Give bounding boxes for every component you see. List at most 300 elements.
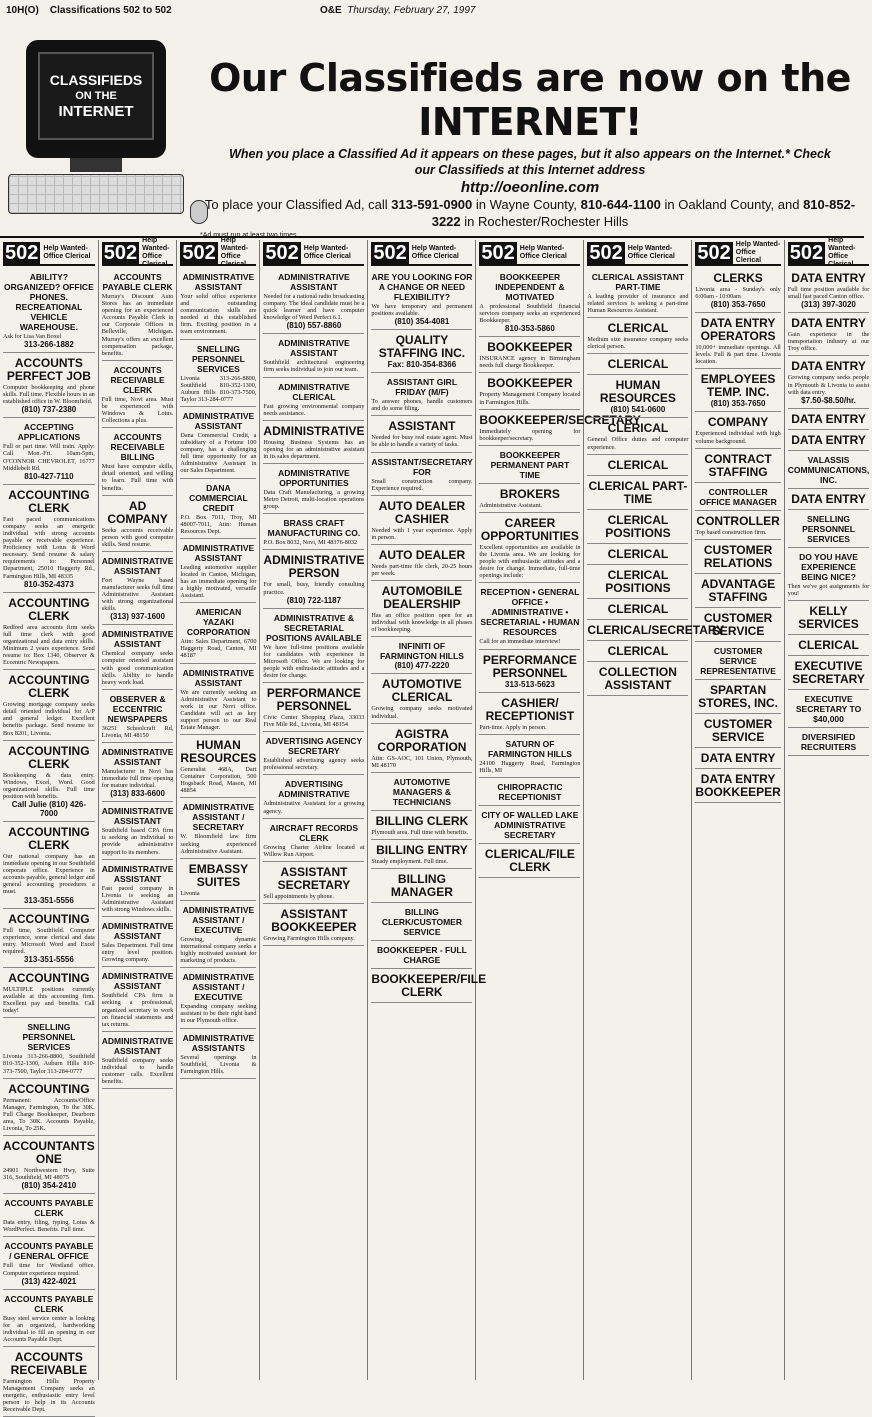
ad-title: ADMINISTRATIVE ASSISTANT: [278, 272, 350, 292]
ad-body: Your solid office experience and outstanding communication skills are needed at this established firm. Exciting position in a team environment.: [180, 293, 257, 336]
classified-ad: [479, 585, 580, 649]
ad-body: Excellent opportunities are available in the Livonia area. We are looking for people with enthusiastic attitudes and a desire for change. Immediate, full-time openings include:: [479, 543, 581, 580]
ad-body: Property Management Company located in Farmington Hills.: [479, 391, 581, 406]
classified-ad: [587, 622, 725, 641]
ad-body: Southfield CPA firm is seeking a professional, organized secretary to work on financial statements and tax returns.: [101, 992, 174, 1028]
ad-title: ADMINISTRATIVE ASSISTANT: [101, 555, 174, 576]
classified-ad: [263, 685, 364, 732]
ad-title: ASSISTANT: [388, 419, 456, 434]
ad-title: ADMINISTRATIVE: [263, 423, 365, 438]
classified-ad: [263, 516, 364, 550]
classified-ad: [788, 491, 870, 510]
ad-title: BILLING CLERK: [375, 813, 469, 828]
ad-body: Administrative Assistant for a growing agency.: [263, 800, 365, 815]
ad-body: 10,000+ immediate openings. All levels. Full & part time. Livonia location.: [695, 344, 781, 366]
ad-body: General Office duties and computer experience.: [587, 436, 689, 451]
ad-title: BOOKKEEPER/FILE CLERK: [371, 971, 487, 999]
classified-ad: [3, 970, 95, 1018]
phone-oakland: 810-644-1100: [580, 197, 661, 212]
ad-title: CAREER OPPORTUNITIES: [480, 515, 579, 543]
classified-ad: [371, 871, 472, 903]
classified-ad: [587, 546, 688, 565]
ad-phone: Call Julie (810) 426-7000: [11, 800, 87, 818]
ad-title: ADMINISTRATIVE ASSISTANT / EXECUTIVE: [182, 904, 255, 935]
ad-body: 24100 Haggerty Road, Farmington Hills, MI: [479, 759, 581, 774]
ad-phone: (810) 722-1187: [286, 595, 342, 605]
ad-title: ACCOUNTING: [8, 1081, 90, 1096]
ad-phone: (810) 477-2220: [394, 661, 450, 671]
classified-ad: [788, 550, 870, 601]
ad-title: COMPANY: [707, 415, 769, 430]
ad-title: CLERICAL: [607, 457, 669, 472]
ad-title: ACCOUNTS RECEIVABLE CLERK: [110, 364, 165, 395]
ad-body: Established advertising agency seeks professional secretary.: [263, 757, 365, 772]
ad-title: DIVERSIFIED RECRUITERS: [800, 731, 857, 752]
ad-title: ADMINISTRATIVE CLERICAL: [278, 381, 350, 402]
ad-body: Full time for Westland office. Computer experience required.: [3, 1262, 95, 1277]
ad-title: DATA ENTRY: [791, 432, 866, 447]
ad-title: ACCOUNTING CLERK: [8, 673, 90, 701]
column-header: [180, 237, 256, 268]
ad-body: Generalist 468A, Dart Container Corporation, 500 Hogsback Road, Mason, MI 48854: [180, 766, 257, 795]
ad-title: ADMINISTRATIVE ASSISTANT: [101, 806, 174, 827]
ad-body: Bookkeeping & data entry. Windows, Excel, Word. Good organizational skills. Full time position with benefits.: [3, 771, 95, 800]
ad-title: SNELLING PERSONNEL SERVICES: [802, 513, 855, 544]
ad-title: CLERKS: [713, 271, 763, 285]
phone-wayne: 313-591-0900: [391, 197, 473, 212]
ad-body: Several openings in Southfield, Livonia & Farmington Hills.: [180, 1053, 257, 1075]
ad-title: ADMINISTRATIVE ASSISTANT: [182, 272, 255, 292]
classified-ad: [180, 666, 256, 736]
ad-title: BOOKKEEPER/SECRETARY: [479, 412, 641, 427]
ad-body: Our national company has an immediate opening in our Southfield corporate office. Experience in accounts payable, general ledger and general accounting procedures a must.: [3, 853, 95, 896]
classification-label: Help Wanted- Office Clerical: [627, 245, 675, 260]
ad-body: Growing company seeks motivated individual.: [371, 705, 473, 720]
ad-body: Growing Charter Airline located at Willow Run Airport.: [263, 843, 365, 858]
screen-line-2: ON THE: [75, 90, 117, 102]
classified-ad: [695, 542, 780, 574]
ad-body: Southfield company seeks individual to handle customer calls. Excellent benefits.: [101, 1056, 174, 1086]
ad-phone: (313) 833-6600: [110, 789, 165, 799]
banner-footnote: *Ad must run at least two times: [200, 232, 297, 239]
ad-title: CLERICAL/SECRETARY: [587, 622, 725, 637]
ad-body: Fort Wayne based manufacturer seeks full time Administrative Assistant with strong organizational skills.: [101, 576, 174, 613]
classified-ad: [371, 676, 472, 723]
ad-title: AUTOMOTIVE CLERICAL: [382, 677, 462, 705]
classified-ad: [695, 644, 780, 680]
ad-title: PERFORMANCE PERSONNEL: [482, 652, 577, 680]
classified-ad: [371, 375, 472, 416]
classified-ad: [3, 1138, 95, 1194]
ad-title: ADMINISTRATIVE ASSISTANT: [101, 747, 174, 767]
classified-column: [0, 240, 99, 1414]
ad-title: CONTRACT STAFFING: [704, 451, 772, 479]
ad-body: We are currently seeking an Administrative Assistant to work in our Novi office. Candidate will act as key support person to our Real Estate Manager.: [180, 688, 257, 731]
ad-body: Livonia 313-266-8800, Southfield 810-352-1300, Auburn Hills 810-373-7500, Taylor 313-284-0777: [3, 1053, 95, 1075]
ad-body: Full or part time. Will train. Apply: Call Mon.-Fri. 10am-5pm, O'CONNOR CHEVROLET, 16777 Middlebelt Rd.: [3, 443, 95, 472]
classification-number: 502: [481, 242, 515, 264]
page-header: [0, 0, 864, 20]
ad-title: CUSTOMER SERVICE: [703, 716, 773, 744]
ad-title: ACCOUNTING CLERK: [8, 595, 90, 623]
ad-body: MULTIPLE positions currently available at this accounting firm. Excellent pay and benefits. Call today!: [3, 985, 95, 1015]
ad-title: ADMINISTRATIVE ASSISTANT: [101, 921, 174, 942]
classified-ad: [479, 780, 580, 806]
classified-ad: [180, 737, 256, 798]
column-header: [3, 242, 95, 266]
ad-title: CLERICAL: [607, 643, 669, 658]
ad-title: BOOKKEEPER - FULL CHARGE: [377, 944, 467, 965]
ad-title: DANA COMMERCIAL CREDIT: [189, 482, 248, 513]
classified-ad: [102, 1034, 174, 1089]
classified-ad: [788, 512, 870, 548]
classified-ad: [587, 567, 688, 599]
ad-phone: 313-266-1882: [23, 340, 74, 350]
ad-title: HUMAN RESOURCES: [599, 378, 676, 406]
ad-title: DATA ENTRY: [791, 271, 866, 285]
ad-phone: (810) 353-7650: [710, 399, 766, 409]
ad-body: Farmington Hills Property Management Company seeks an energetic, enthusiastic entry level person to help in its Accounts Receivable Dept.: [3, 1378, 95, 1414]
ad-title: DATA ENTRY: [700, 750, 776, 765]
ad-body: P.O. Box 7011, Troy, MI 48007-7011, Attn: Human Resources Dept.: [180, 513, 257, 535]
ad-title: ADVANTAGE STAFFING: [700, 576, 776, 604]
ad-phone: (313) 422-4021: [21, 1276, 77, 1286]
classified-ad: [263, 777, 364, 818]
ad-title: SNELLING PERSONNEL SERVICES: [191, 343, 245, 374]
ad-title: EXECUTIVE SECRETARY: [792, 658, 865, 686]
classified-ad: [587, 270, 688, 318]
ad-body: We have temporary and permanent positions available.: [371, 303, 473, 318]
ad-title: CLERICAL POSITIONS: [605, 512, 671, 540]
ad-title: ADMINISTRATIVE ASSISTANT: [182, 542, 255, 563]
ad-title: ASSISTANT SECRETARY: [277, 864, 351, 892]
ad-phone: $7.50-$8.50/hr.: [801, 395, 856, 405]
classified-ad: [371, 639, 472, 674]
classified-ad: [587, 420, 688, 454]
ad-phone: 810-427-7110: [24, 471, 74, 481]
ad-body: Ask for Lisa Van Boxel: [3, 333, 62, 340]
ad-body: Experienced individual with high volume background.: [695, 430, 781, 445]
ad-title: DATA ENTRY: [791, 491, 866, 506]
classified-ad: [3, 355, 95, 418]
classified-ad: [587, 512, 688, 544]
classified-ad: [788, 637, 870, 656]
ad-body: Southfield based CPA firm is seeking an individual to provide administrative support to its members.: [101, 827, 174, 856]
classified-ad: [102, 804, 174, 859]
ad-title: ADMINISTRATIVE ASSISTANT: [101, 1035, 174, 1056]
ad-title: QUALITY STAFFING INC.: [378, 333, 466, 361]
ad-title: BOOKKEEPER INDEPENDENT & MOTIVATED: [495, 272, 565, 302]
ad-body: Gain experience in the transportation industry at our Troy office.: [787, 331, 870, 353]
internet-banner: [0, 20, 864, 238]
ad-body: Redford area accounts firm seeks full time clerk with good organizational and data entry skills. Minimum 2 years experience. Send resume to: Box 1340, Observer & Eccentric Newspapers.: [3, 623, 95, 667]
classified-ad: [3, 824, 95, 909]
classified-ad: [788, 603, 870, 635]
ad-title: ACCOUNTING: [8, 970, 90, 985]
classification-number: 502: [373, 242, 407, 264]
ad-body: Livonia area - Sunday's only 6:00am - 10:00am: [695, 286, 781, 301]
column-header: [587, 242, 688, 266]
classified-ad: [788, 315, 870, 356]
ad-title: AMERICAN YAZAKI CORPORATION: [186, 607, 250, 638]
ad-body: Fast growing environmental company needs assistance.: [263, 402, 365, 417]
ad-title: ADMINISTRATIVE ASSISTANT: [101, 971, 174, 992]
classification-label: Help Wanted- Office Clerical: [735, 241, 781, 264]
banner-headline: Our Classifieds are now on the INTERNET!: [209, 56, 851, 144]
ad-phone: (810) 354-2410: [21, 1181, 77, 1191]
classified-ad: [587, 377, 688, 418]
ad-title: ACCEPTING APPLICATIONS: [17, 422, 81, 443]
ad-title: ACCOUNTING CLERK: [8, 487, 90, 515]
ad-title: DATA ENTRY: [791, 411, 866, 426]
ad-title: AUTO DEALER: [378, 547, 466, 562]
ad-body: Seeks accounts receivable person with good computer skills. Send resume.: [101, 526, 174, 548]
classified-ad: [180, 1031, 256, 1079]
classified-ad: [587, 664, 688, 696]
ad-title: BOOKKEEPER: [487, 376, 573, 391]
classified-ad: [180, 861, 256, 901]
classified-ad: [3, 1349, 95, 1417]
classified-ad: [479, 448, 580, 484]
ad-title: CUSTOMER SERVICE: [703, 610, 773, 638]
classified-ad: [479, 652, 580, 693]
classified-ad: [788, 432, 870, 451]
classified-ad: [102, 430, 174, 495]
classified-column: [584, 240, 725, 1380]
classified-ad: [695, 682, 780, 714]
ad-title: ADMINISTRATIVE ASSISTANT: [278, 338, 350, 359]
classified-ad: [102, 498, 174, 552]
classification-number: 502: [265, 242, 299, 264]
classified-ad: [371, 455, 472, 496]
classified-ad: [479, 737, 580, 778]
ad-title: SATURN OF FARMINGTON HILLS: [487, 738, 572, 759]
classified-ad: [479, 846, 580, 878]
classified-ad: [587, 320, 688, 354]
classified-ad: [3, 595, 95, 671]
ad-title: BILLING ENTRY: [376, 842, 468, 857]
ad-title: ACCOUNTS PAYABLE CLERK: [4, 1198, 94, 1219]
classified-ad: [695, 610, 780, 642]
column-header: [695, 242, 780, 266]
classification-label: Help Wanted- Office Clerical: [411, 245, 459, 260]
ad-body: Call for an immediate interview!: [479, 638, 561, 646]
ad-title: ACCOUNTS PAYABLE / GENERAL OFFICE: [4, 1241, 94, 1262]
classification-number: 502: [182, 242, 216, 264]
classified-ad: [3, 911, 95, 968]
ad-body: Needed for a national radio broadcasting company. The ideal candidate must be a quick learner and have computer knowledge of Word Perfect 6.1.: [263, 293, 365, 322]
ad-body: Growing company seeks people in Plymouth & Livonia to assist with data entry.: [787, 374, 870, 396]
classified-ad: [788, 658, 870, 690]
ad-title: ACCOUNTING CLERK: [8, 825, 90, 852]
ad-title: BILLING MANAGER: [390, 871, 453, 899]
classified-ad: [180, 800, 256, 858]
ad-title: EMBASSY SUITES: [188, 861, 249, 889]
ad-title: CLERICAL: [607, 601, 669, 616]
classified-ad: [180, 970, 256, 1028]
ad-title: AUTO DEALER CASHIER: [378, 498, 466, 526]
classified-ad: [180, 903, 256, 968]
ad-title: CONTROLLER OFFICE MANAGER: [699, 486, 777, 507]
ad-body: Has an office position open for an individual with knowledge in all phases of bookkeeping.: [371, 612, 473, 634]
ad-phone: (313) 397-3020: [801, 300, 856, 310]
ad-phone: 313-351-5556: [23, 895, 74, 905]
ad-body: Chemical company seeks computer oriented assistant with good communication skills. Ability to handle heavy work load.: [101, 650, 174, 686]
ad-body: Attn: Sales Department, 6700 Haggerty Road, Canton, MI 48187: [180, 638, 257, 660]
ad-title: CHIROPRACTIC RECEPTIONIST: [497, 781, 563, 802]
classified-column: [260, 240, 368, 1380]
ad-title: DATA ENTRY: [791, 359, 866, 374]
column-header: [102, 237, 174, 268]
classified-ad: [3, 487, 95, 593]
classified-ad: [263, 552, 364, 608]
ad-phone: (313) 937-1600: [110, 612, 165, 622]
ad-title: ASSISTANT/SECRETARY FOR: [371, 456, 473, 477]
ad-title: CLERICAL ASSISTANT PART-TIME: [591, 272, 685, 292]
ad-title: ADMINISTRATIVE ASSISTANT / SECRETARY: [182, 802, 255, 833]
phone-rochester: 810-852-3222: [431, 197, 856, 229]
classification-label: Help Wanted- Office Clerical: [220, 237, 249, 268]
classified-ad: [695, 771, 780, 803]
ad-title: ASSISTANT GIRL FRIDAY (M/F): [386, 377, 458, 398]
classified-ad: [263, 336, 364, 377]
classified-ad: [695, 716, 780, 748]
ad-phone: 810-352-4373: [23, 579, 74, 589]
ad-title: HUMAN RESOURCES: [180, 738, 257, 766]
classified-ad: [263, 270, 364, 334]
classified-ad: [3, 743, 95, 822]
ad-body: Data entry, filing, typing, Lotus & WordPerfect. Benefits. Full time.: [3, 1219, 95, 1234]
classified-column: [785, 237, 872, 1380]
ad-body: Dana Commercial Credit, a subsidiary of a Fortune 100 company, has a challenging full time opportunity for an Administrative Assistant in our Sales Department.: [180, 431, 257, 475]
ad-title: COLLECTION ASSISTANT: [598, 664, 677, 692]
ad-title: EXECUTIVE SECRETARY TO $40,000: [795, 693, 862, 724]
classified-ad: [263, 906, 364, 946]
classified-ad: [371, 418, 472, 452]
classification-number: 502: [697, 242, 731, 264]
classified-ad: [371, 726, 472, 773]
classified-ad: [180, 409, 256, 479]
ad-phone: 313-513-5623: [505, 679, 555, 689]
classified-ad: [263, 380, 364, 421]
classified-ad: [371, 842, 472, 869]
monitor-icon: [26, 40, 166, 158]
ad-body: Must have computer skills, detail oriented, and willing to learn. Full time with benefits.: [101, 463, 174, 492]
classified-ad: [587, 601, 688, 620]
classification-number: 502: [5, 242, 39, 264]
ad-body: Administrative Assistant.: [479, 501, 542, 509]
ad-title: ACCOUNTS PAYABLE CLERK: [4, 1293, 94, 1314]
classified-ad: [263, 734, 364, 775]
classified-ad: [3, 420, 95, 484]
ad-phone: (810) 353-7650: [710, 300, 766, 310]
classified-ad: [102, 969, 174, 1031]
ad-title: BROKERS: [499, 486, 560, 501]
ad-body: Fast paced communications company seeks an energetic individual with strong accounts payable or receivable experience. Proficiency with Lotus & Word necessary. Send resume & salary requirements to: Personnel Department, 25010 Haggerty Rd., Farmington Hills, MI 48335: [3, 515, 95, 580]
classified-ad: [102, 270, 174, 361]
ad-body: Civic Center Shopping Plaza, 33033 Five Mile Rd., Livonia, MI 48154: [263, 714, 365, 729]
classified-column: [177, 237, 260, 1380]
ad-title: ABILITY? ORGANIZED? OFFICE PHONES. RECREATIONAL VEHICLE WAREHOUSE.: [4, 272, 94, 332]
ad-body: Livonia: [180, 889, 200, 897]
classified-ad: [695, 414, 780, 448]
ad-body: A leading provider of insurance and related services is seeking a part-time Human Resources Assistant.: [587, 293, 689, 315]
ad-title: ACCOUNTING CLERK: [8, 743, 90, 771]
ad-phone: (810) 354-4081: [394, 317, 450, 327]
ad-title: CLERICAL POSITIONS: [605, 567, 671, 595]
ad-title: DATA ENTRY OPERATORS: [700, 316, 776, 344]
ad-title: ACCOUNTING: [8, 911, 90, 926]
ad-phone: (810) 541-0600: [610, 405, 666, 415]
page-number: 10H(O) Classifications 502 to 502: [6, 4, 172, 16]
ad-title: CUSTOMER SERVICE REPRESENTATIVE: [700, 645, 776, 676]
ad-title: ADMINISTRATIVE ASSISTANT: [101, 863, 174, 884]
classified-ad: [371, 813, 472, 840]
classified-ad: [3, 1196, 95, 1237]
classified-ad: [479, 339, 580, 373]
ad-body: Livonia 313-266-8800, Southfield 810-352-1300, Auburn Hills 810-373-7500, Taylor 313-284-0777: [180, 374, 257, 403]
classification-label: Help Wanted- Office Clerical: [142, 237, 170, 268]
classified-ad: [695, 576, 780, 608]
classification-number: 502: [589, 242, 623, 264]
classified-ad: [3, 1292, 95, 1347]
ad-title: ADMINISTRATIVE & SECRETARIAL POSITIONS AVAILABLE: [266, 612, 362, 643]
ad-title: AUTOMOBILE DEALERSHIP: [381, 584, 463, 612]
ad-body: Fast paced company in Livonia is seeking an Administrative Assistant with strong Windows skills.: [101, 884, 174, 913]
classified-ad: [180, 342, 256, 407]
banner-subline: When you place a Classified Ad it appears on these pages, but it also appears on the Internet.* Check our Classifieds at this Internet address http://oeonline.com: [220, 146, 840, 196]
ad-title: AGISTRA CORPORATION: [377, 726, 467, 754]
ad-title: SNELLING PERSONNEL SERVICES: [22, 1022, 76, 1053]
ad-title: OBSERVER & ECCENTRIC NEWSPAPERS: [107, 693, 168, 724]
ad-body: Needed for busy real estate agent. Must be able to handle a variety of tasks.: [371, 434, 473, 449]
website-link[interactable]: http://oeonline.com: [460, 179, 600, 196]
keyboard-icon: [8, 174, 184, 214]
ad-body: Immediately opening for bookkeeper/secretary.: [479, 427, 581, 442]
ad-title: AUTOMOTIVE MANAGERS & TECHNICIANS: [392, 776, 451, 807]
classified-ad: [695, 513, 780, 540]
ad-body: Data Craft Manufacturing, a growing Metro Detroit, multi-location operations group.: [263, 489, 365, 511]
masthead: O&E Thursday, February 27, 1997: [320, 4, 476, 16]
classified-ad: [180, 541, 256, 603]
classified-ad: [479, 270, 580, 337]
classified-ad: [102, 363, 174, 428]
ad-title: PERFORMANCE PERSONNEL: [266, 686, 361, 714]
ad-title: AD COMPANY: [107, 498, 168, 526]
ad-body: Steady employment. Full time.: [371, 857, 448, 865]
ad-title: CONTROLLER: [696, 513, 780, 528]
monitor-screen: [38, 52, 154, 140]
ad-title: CLERICAL: [607, 357, 669, 372]
ad-phone: (810) 557-8860: [286, 321, 342, 331]
classification-number: 502: [789, 242, 824, 264]
classified-ad: [587, 478, 688, 510]
ad-title: ACCOUNTS RECEIVABLE: [10, 1350, 88, 1377]
ad-body: Expanding company seeking assistant to be their right hand in our Plymouth office.: [180, 1003, 257, 1025]
ad-title: CITY OF WALLED LAKE ADMINISTRATIVE SECRETARY: [481, 809, 579, 840]
ad-body: 24901 Northwestern Hwy, Suite 316, Southfield, MI 48075: [3, 1167, 95, 1182]
classified-ad: [788, 270, 870, 313]
screen-line-3: INTERNET: [58, 103, 134, 120]
ad-body: For small, busy, friendly consulting practice.: [263, 581, 365, 596]
classified-ad: [371, 498, 472, 545]
ad-title: BOOKKEEPER: [487, 340, 573, 355]
classified-ad: [102, 692, 174, 743]
ad-title: ADMINISTRATIVE ASSISTANT: [182, 410, 255, 431]
column-header: [479, 242, 580, 266]
ad-title: KELLY SERVICES: [798, 603, 859, 631]
classified-ad: [3, 672, 95, 740]
